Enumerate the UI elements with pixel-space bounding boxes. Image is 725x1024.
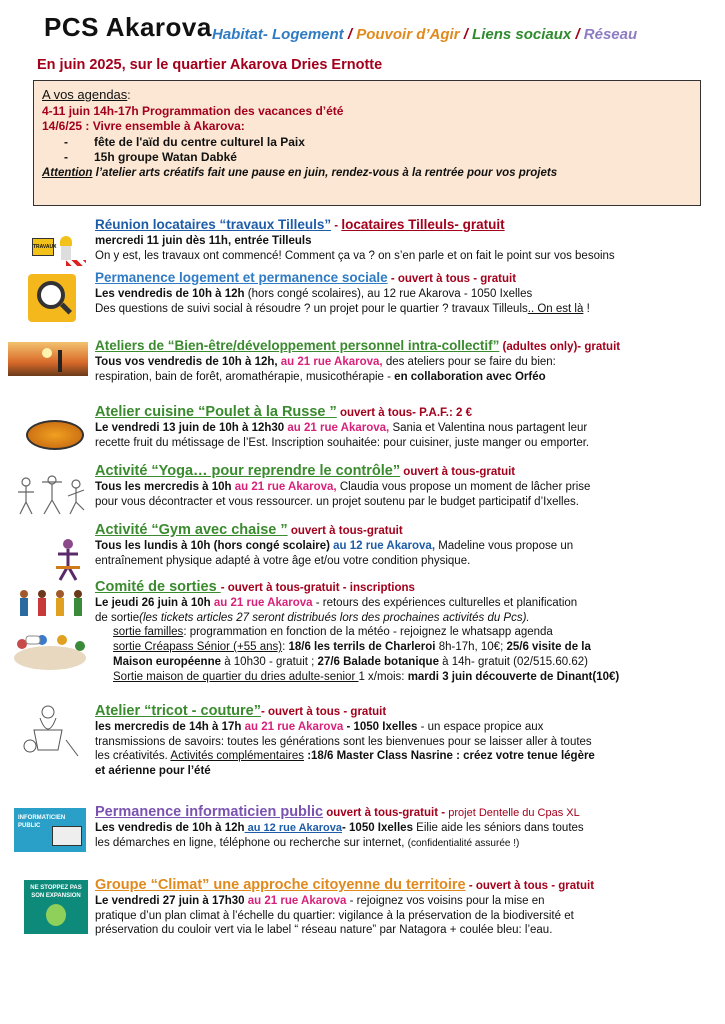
section-date: mercredi 11 juin dès 11h, entrée Tilleuls [95, 234, 312, 247]
pcs-akarova-logo: PCS Akarova [44, 12, 212, 42]
knitting-sketch-image [14, 700, 84, 762]
section-note: - ouvert à tous - gratuit [387, 273, 517, 285]
attention-text: l’atelier arts créatifs fait une pause en juin, rendez-vous à la rentrée pour vos projets [92, 166, 558, 179]
agenda-line-1: 4-11 juin 14h-17h Programmation des vacances d’été [42, 103, 344, 118]
section-yoga: Activité “Yoga… pour reprendre le contrôle” ouvert à tous-gratuit Tous les mercredis à 10h au 21 rue Akarova, Claudia vous propose un moment de lâcher prise pour vous décontracter et vous ressourcer. un projet soutenu par le budget participatif d’Ixelles. [95, 463, 591, 508]
section-groupe-climat: Groupe “Climat” une approche citoyenne du territoire - ouvert à tous - gratuit Le vendredi 27 juin à 17h30 au 21 rue Akarova - rejoignez vos voisins pour la mise en pratique d’un plan climat à l’échelle du quartier: vigilance à la préservation de la biodiversité et préservation du couloir vert via le label “ réseau nature” par Natagora + coulée bleu: l’eau. [95, 877, 595, 937]
section-note: ouvert à tous-gratuit [400, 466, 516, 478]
section-tricot-couture: Atelier “tricot - couture”- ouvert à tous - gratuit les mercredis de 14h à 17h au 21 rue Akarova - 1050 Ixelles - un espace propice aux transmissions de savoirs: toutes les générations sont les bienvenues pour se laisser aller à toutes les créativités. Activités complémentaires :18/6 Master Class Nasrine : créez votre tenue légère et aérienne pour l’été [95, 703, 595, 778]
section-gym-chaise: Activité “Gym avec chaise ” ouvert à tous-gratuit Tous les lundis à 10h (hors congé scolaire) au 12 rue Akarova, Madeline vous propose un entraînement physique adapté à votre âge et/ou votre condition physique. [95, 522, 574, 567]
section-bien-etre: Ateliers de “Bien-être/développement personnel intra-collectif” (adultes only)- gratuit Tous vos vendredis de 10h à 12h, au 21 rue Akarova, des ateliers pour se faire du bien: respiration, bain de forêt, aromathérapie, musicothérapie - en collaboration avec Orféo [95, 338, 621, 383]
section-informaticien: Permanence informaticien public ouvert à tous-gratuit - projet Dentelle du Cpas XL Les vendredis de 10h à 12h au 12 rue Akarova- 1050 Ixelles Eilie aide les séniors dans toutes les démarches en ligne, téléphone ou recherche sur internet, (confidentialité assurée !) [95, 804, 584, 849]
section-reunion-locataires: Réunion locataires “travaux Tilleuls” - locataires Tilleuls- gratuit mercredi 11 juin dès 11h, entrée Tilleuls On y est, les travaux ont commencé! Comment ça va ? on s’en parle et on fait le point sur vos besoins [95, 218, 705, 263]
section-title: Activité “Gym avec chaise ” [95, 522, 288, 538]
section-comite-sorties: Comité de sorties - ouvert à tous-gratuit - inscriptions Le jeudi 26 juin à 10h au 21 rue Akarova - retours des expériences culturelles et planification de sortie(les tickets articles 27 seront distribués lors des prochaines activités du Pcs). sortie familles: programmation en fonction de la météo - rejoignez le whatsapp agenda sortie Créapass Sénior (+55 ans): 18/6 les terrils de Charleroi 8h-17h, 10€; 25/6 visite de la Maison européenne à 10h30 - gratuit ; 27/6 Balade botanique à 14h- gratuit (02/515.60.62) Sortie maison de quartier du dries adulte-senior 1 x/mois: mardi 3 juin découverte de Dinant(10€) [95, 579, 620, 683]
section-note: (adultes only)- gratuit [499, 341, 621, 353]
section-title: Groupe “Climat” une approche citoyenne du territoire [95, 877, 466, 893]
public-it-help-image: INFORMATICIEN PUBLIC [14, 808, 86, 852]
agenda-heading: A vos agendas [42, 87, 128, 102]
section-title: Réunion locataires “travaux Tilleuls” [95, 217, 332, 232]
tag-habitat: Habitat- Logement [212, 26, 344, 43]
agenda-box: A vos agendas: 4-11 juin 14h-17h Programmation des vacances d’été 14/6/25 : Vivre ensemble à Akarova: - fête de l'aïd du centre culturel la Paix - 15h groupe Watan Dabké Attention l’atelier arts créatifs fait une pause en juin, rendez-vous à la rentrée pour vos projets [33, 80, 701, 206]
yoga-figures-image [14, 470, 90, 520]
section-note: - ouvert à tous - gratuit [260, 706, 387, 718]
worker-sign-image: TRAVAUX [28, 232, 88, 272]
section-title: Permanence informaticien public [95, 804, 324, 820]
section-note: ouvert à tous-gratuit - [323, 807, 449, 819]
sunset-wellbeing-image [8, 342, 88, 376]
section-title: Ateliers de “Bien-être/développement personnel intra-collectif” [95, 338, 500, 353]
chair-gym-image [48, 536, 90, 584]
section-title: Comité de sorties [95, 579, 221, 595]
section-title: Permanence logement et permanence sociale [95, 270, 388, 285]
discussion-group-image [8, 632, 92, 678]
section-title: Atelier “tricot - couture” [95, 703, 261, 719]
outing-group-image [14, 586, 90, 630]
section-note: - ouvert à tous-gratuit - inscriptions [220, 582, 415, 594]
section-text: On y est, les travaux ont commencé! Comment ça va ? on s’en parle et on fait le point sur vos besoins [95, 249, 615, 262]
section-note: ouvert à tous- P.A.F.: 2 € [336, 407, 473, 419]
attention-label: Attention [42, 166, 93, 179]
house-search-icon [28, 274, 76, 322]
agenda-bullet-2: 15h groupe Watan Dabké [94, 150, 237, 164]
section-title: Atelier cuisine “Poulet à la Russe ” [95, 404, 337, 420]
section-note: - ouvert à tous - gratuit [465, 880, 595, 892]
section-title: Activité “Yoga… pour reprendre le contrôle” [95, 463, 401, 479]
tag-liens: Liens sociaux [472, 26, 572, 43]
tag-pouvoir: Pouvoir d’Agir [356, 26, 460, 43]
month-heading: En juin 2025, sur le quartier Akarova Dries Ernotte [37, 57, 383, 73]
section-note: ouvert à tous-gratuit [287, 525, 403, 537]
agenda-line-2: 14/6/25 : Vivre ensemble à Akarova: [42, 119, 245, 133]
climate-poster-image: NE STOPPEZ PAS SON EXPANSION [24, 880, 88, 934]
tag-reseau: Réseau [583, 26, 638, 43]
section-note: locataires Tilleuls- gratuit [341, 217, 505, 232]
section-atelier-cuisine: Atelier cuisine “Poulet à la Russe ” ouvert à tous- P.A.F.: 2 € Le vendredi 13 juin de 10h à 12h30 au 21 rue Akarova, Sania et Valentina nous partagent leur recette fruit du métissage de l’Est. Inscription souhaitée: pour cuisiner, juste manger ou emporter. [95, 404, 590, 449]
paella-dish-image [24, 414, 86, 454]
header-tags: Habitat- Logement / Pouvoir d’Agir / Liens sociaux / Réseau [212, 26, 638, 43]
agenda-bullet-1: fête de l'aïd du centre culturel la Paix [94, 134, 305, 149]
section-permanence-logement: Permanence logement et permanence sociale - ouvert à tous - gratuit Les vendredis de 10h à 12h (hors congé scolaires), au 12 rue Akarova - 1050 Ixelles Des questions de suivi social à résoudre ? un projet pour le quartier ? travaux Tilleuls.. On est là ! [95, 270, 590, 315]
